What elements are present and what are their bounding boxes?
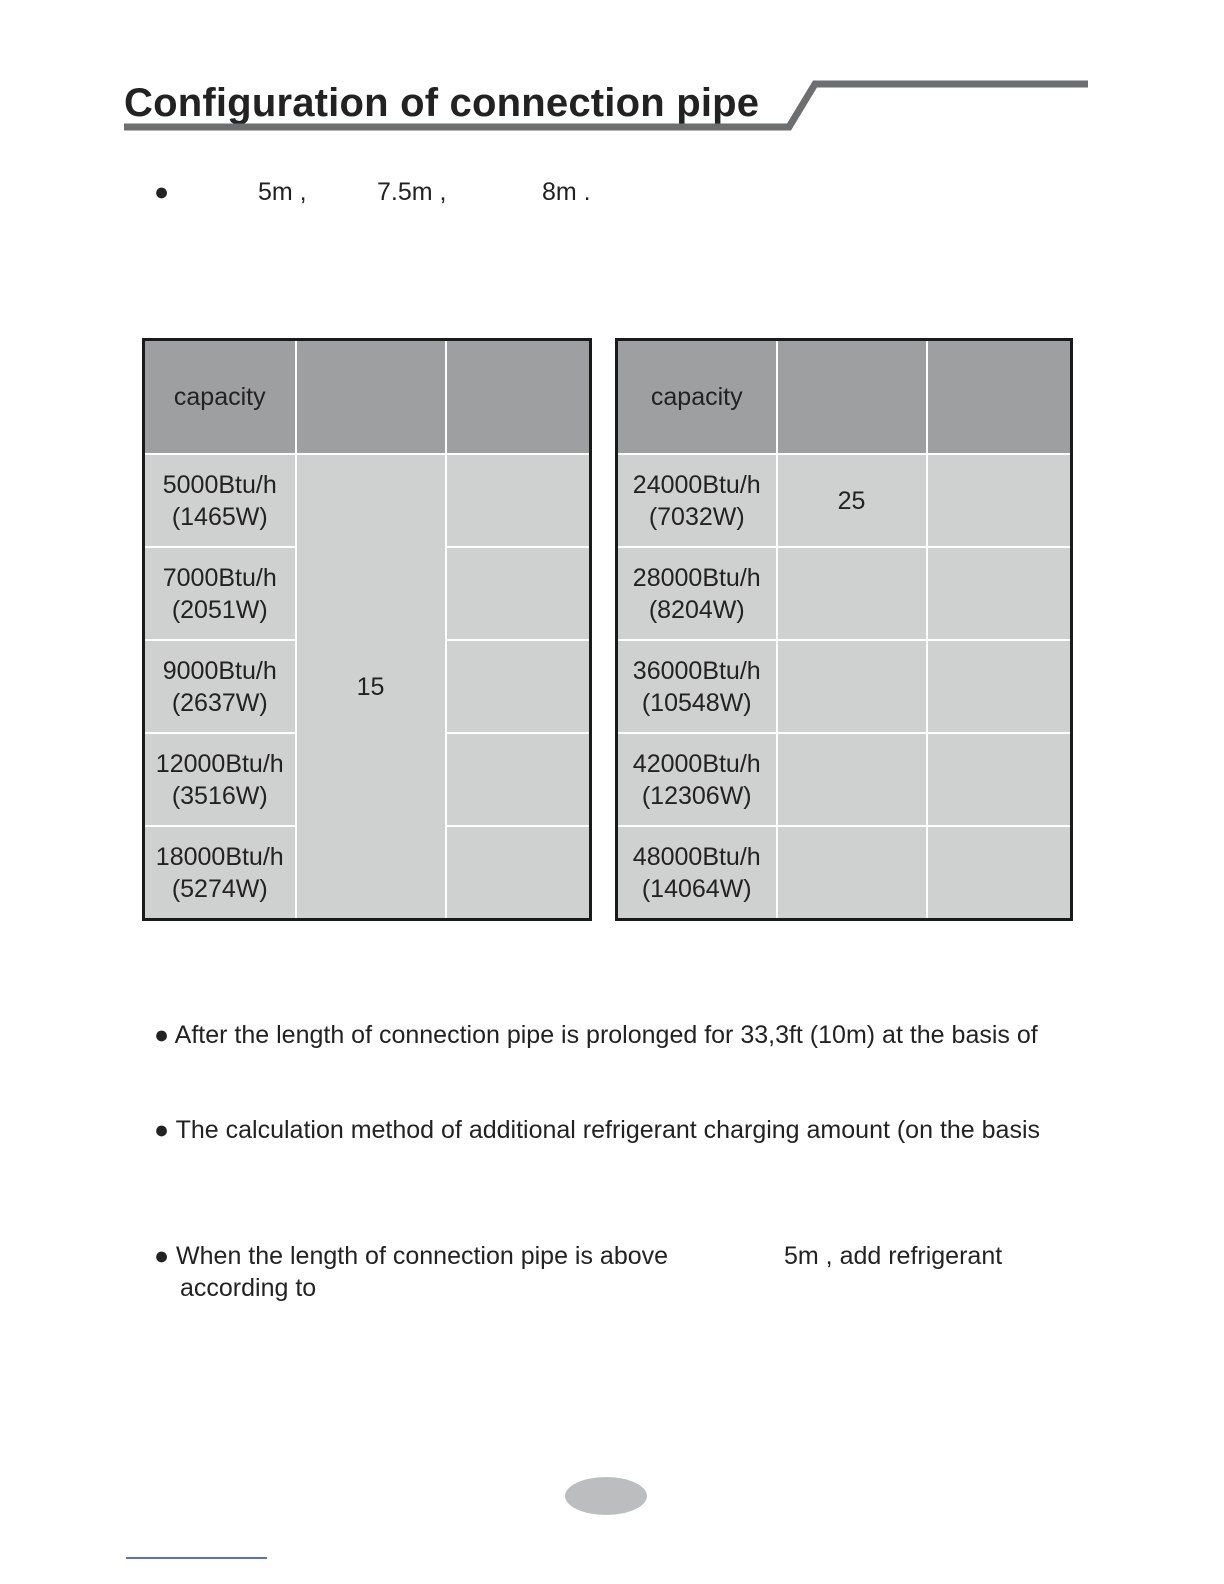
empty-cell: [446, 547, 591, 640]
table-header-row: [617, 340, 1072, 455]
intro-value-1: 5m ,: [258, 178, 307, 206]
header-empty-1: [777, 340, 927, 455]
empty-cell: [927, 547, 1072, 640]
merged-value-cell: [296, 454, 446, 920]
empty-cell: [927, 826, 1072, 920]
capacity-table-right: [615, 338, 1073, 921]
bullet-above-length-value: 5m , add refrigerant: [784, 1242, 1003, 1270]
header-empty-2: [446, 340, 591, 455]
table-row: [617, 640, 1072, 733]
title-rule-decoration: [0, 0, 1224, 140]
header-empty-2: [927, 340, 1072, 455]
bullet-above-length: ● When the length of connection pipe is above: [154, 1242, 669, 1270]
capacity-cell: 42000Btu/h (12306W): [617, 733, 777, 826]
empty-cell: [777, 640, 927, 733]
empty-cell: [446, 640, 591, 733]
page-number-oval: [565, 1477, 647, 1515]
table-row: [617, 454, 1072, 547]
footer-link-underline: [126, 1557, 267, 1559]
empty-cell: [777, 733, 927, 826]
pipe-length-value: 25: [837, 486, 866, 515]
header-empty-1: [296, 340, 446, 455]
capacity-cell: 36000Btu/h (10548W): [617, 640, 777, 733]
capacity-cell: 5000Btu/h (1465W): [144, 454, 296, 547]
empty-cell: [927, 640, 1072, 733]
header-capacity: capacity: [144, 340, 296, 455]
empty-cell: [446, 826, 591, 920]
value-cell: [777, 454, 927, 547]
empty-cell: [446, 454, 591, 547]
intro-value-2: 7.5m ,: [377, 178, 447, 206]
capacity-cell: 12000Btu/h (3516W): [144, 733, 296, 826]
capacity-cell: 24000Btu/h (7032W): [617, 454, 777, 547]
header-capacity: capacity: [617, 340, 777, 455]
table-row: [144, 454, 591, 547]
table-row: [617, 547, 1072, 640]
table-row: [617, 826, 1072, 920]
page-title: Configuration of connection pipe: [124, 81, 760, 125]
capacity-cell: 28000Btu/h (8204W): [617, 547, 777, 640]
empty-cell: [777, 547, 927, 640]
capacity-cell: 7000Btu/h (2051W): [144, 547, 296, 640]
pipe-length-value: 15: [356, 672, 385, 701]
bullet-prolonged-pipe: ● After the length of connection pipe is prolonged for 33,3ft (10m) at the basis of: [154, 1021, 1038, 1049]
empty-cell: [927, 454, 1072, 547]
table-row: [617, 733, 1072, 826]
capacity-cell: 18000Btu/h (5274W): [144, 826, 296, 920]
capacity-table-left: [142, 338, 592, 921]
empty-cell: [446, 733, 591, 826]
bullet-calculation-method: ● The calculation method of additional refrigerant charging amount (on the basis: [154, 1116, 1040, 1144]
intro-bullet: ●: [154, 178, 170, 206]
empty-cell: [927, 733, 1072, 826]
table-header-row: [144, 340, 591, 455]
intro-value-3: 8m .: [542, 178, 591, 206]
capacity-cell: 9000Btu/h (2637W): [144, 640, 296, 733]
empty-cell: [777, 826, 927, 920]
bullet-above-length-continuation: according to: [180, 1274, 317, 1302]
capacity-cell: 48000Btu/h (14064W): [617, 826, 777, 920]
